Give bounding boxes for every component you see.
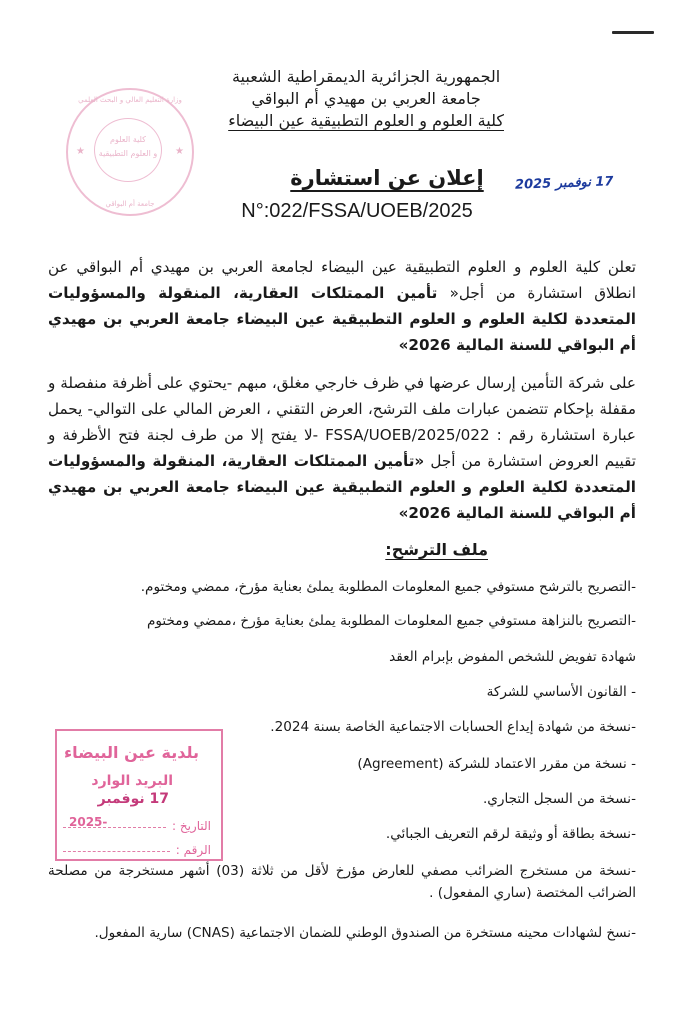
faculty-stamp-ring-bottom: جامعة أم البواقي — [105, 200, 155, 208]
star-icon: ★ — [175, 146, 184, 157]
submission-paragraph — [48, 370, 636, 526]
stamp-year: 2025- — [69, 815, 108, 829]
municipality-stamp — [55, 729, 223, 861]
date-label: التاريخ : — [171, 819, 211, 833]
faculty-stamp-ring-top: وزارة التعليم العالي و البحث العلمي — [78, 96, 182, 104]
letterhead-country: الجمهورية الجزائرية الديمقراطية الشعبية — [231, 67, 501, 86]
announcement-paragraph — [48, 254, 636, 358]
list-item: - القانون الأساسي للشركة — [486, 684, 636, 700]
submission-subject: «تأمين الممتلكات العقارية، المنقولة والمسؤوليات المتعددة لكلية العلوم و العلوم التطبيقية عين البيضاء جامعة العربي بن مهيدي أم البواقي للسنة المالية 2026» — [48, 452, 636, 522]
faculty-stamp — [66, 88, 194, 216]
announcement-subject: تأمين الممتلكات العقارية، المنقولة والمسؤوليات المتعددة لكلية العلوم و العلوم التطبيقية عين البيضاء جامعة العربي بن مهيدي أم البواقي للسنة المالية 2026» — [48, 284, 636, 354]
letterhead — [228, 66, 504, 132]
reference-number: N°:022/FSSA/UOEB/2025 — [241, 200, 473, 222]
letterhead-faculty: كلية العلوم و العلوم التطبيقية عين البيضاء — [228, 111, 504, 130]
list-item: - نسخة من مقرر الاعتماد للشركة (Agreement) — [357, 756, 636, 772]
faculty-stamp-center-line1: كلية العلوم — [110, 135, 146, 144]
letterhead-university: جامعة العربي بن مهيدي أم البواقي — [251, 89, 481, 108]
date-line — [63, 815, 166, 829]
announcement-intro: تعلن كلية العلوم و العلوم التطبيقية عين البيضاء لجامعة العربي بن مهيدي أم البواقي عن انطلاق استشارة من أجل« — [48, 258, 636, 302]
document-title: إعلان عن استشارة — [290, 166, 484, 190]
municipality-name: بلدية عين البيضاء — [64, 743, 199, 762]
handwritten-date: 17 نوفمبر — [97, 791, 169, 807]
date-row — [63, 815, 211, 833]
list-item: -نسخ لشهادات محينه مستخرة من الصندوق الوطني للضمان الاجتماعية (CNAS) سارية المفعول. — [94, 925, 636, 941]
received-date-stamp: 17 نوفمبر 2025 — [514, 174, 614, 193]
page-mark — [612, 31, 654, 34]
list-item: -التصريح بالترشح مستوفي جميع المعلومات المطلوبة يملئ بعناية مؤرخ، ممضي ومختوم. — [140, 579, 636, 595]
submission-text: على شركة التأمين إرسال عرضها في ظرف خارجي مغلق، مبهم -يحتوي على أظرفة منفصلة و مقفلة بإحكام تتضمن عبارات ملف الترشح، العرض التقني ، العرض المالي على التوالي- يحمل عبارة استشارة رقم : 022/FSSA/UOEB/2025 -لا يفتح إلا من طرف لجنة فتح الأظرفة و تقييم العروض استشارة من أجل — [48, 374, 636, 470]
candidacy-file-heading: ملف الترشح: — [385, 540, 488, 559]
list-item: -نسخة من شهادة إيداع الحسابات الاجتماعية الخاصة بسنة 2024. — [270, 719, 636, 735]
list-item: -نسخة من مستخرج الضرائب مصفي للعارض مؤرخ لأقل من ثلاثة (03) أشهر مستخرجة من مصلحة الضرائب المختصة (ساري المفعول) . — [48, 863, 636, 901]
list-item: -التصريح بالنزاهة مستوفي جميع المعلومات المطلوبة يملئ بعناية مؤرخ ،ممضي ومختوم — [146, 613, 636, 629]
number-label: الرقم : — [175, 843, 211, 857]
incoming-mail-label: البريد الوارد — [91, 773, 173, 789]
faculty-stamp-center-line2: و العلوم التطبيقية — [98, 149, 158, 158]
number-line — [63, 843, 170, 852]
star-icon: ★ — [76, 146, 85, 157]
number-row — [63, 843, 211, 857]
list-item: شهادة تفويض للشخص المفوض بإبرام العقد — [389, 649, 636, 665]
list-item: -نسخة بطاقة أو وثيقة لرقم التعريف الجبائي. — [385, 826, 636, 842]
list-item: -نسخة من السجل التجاري. — [482, 791, 636, 807]
